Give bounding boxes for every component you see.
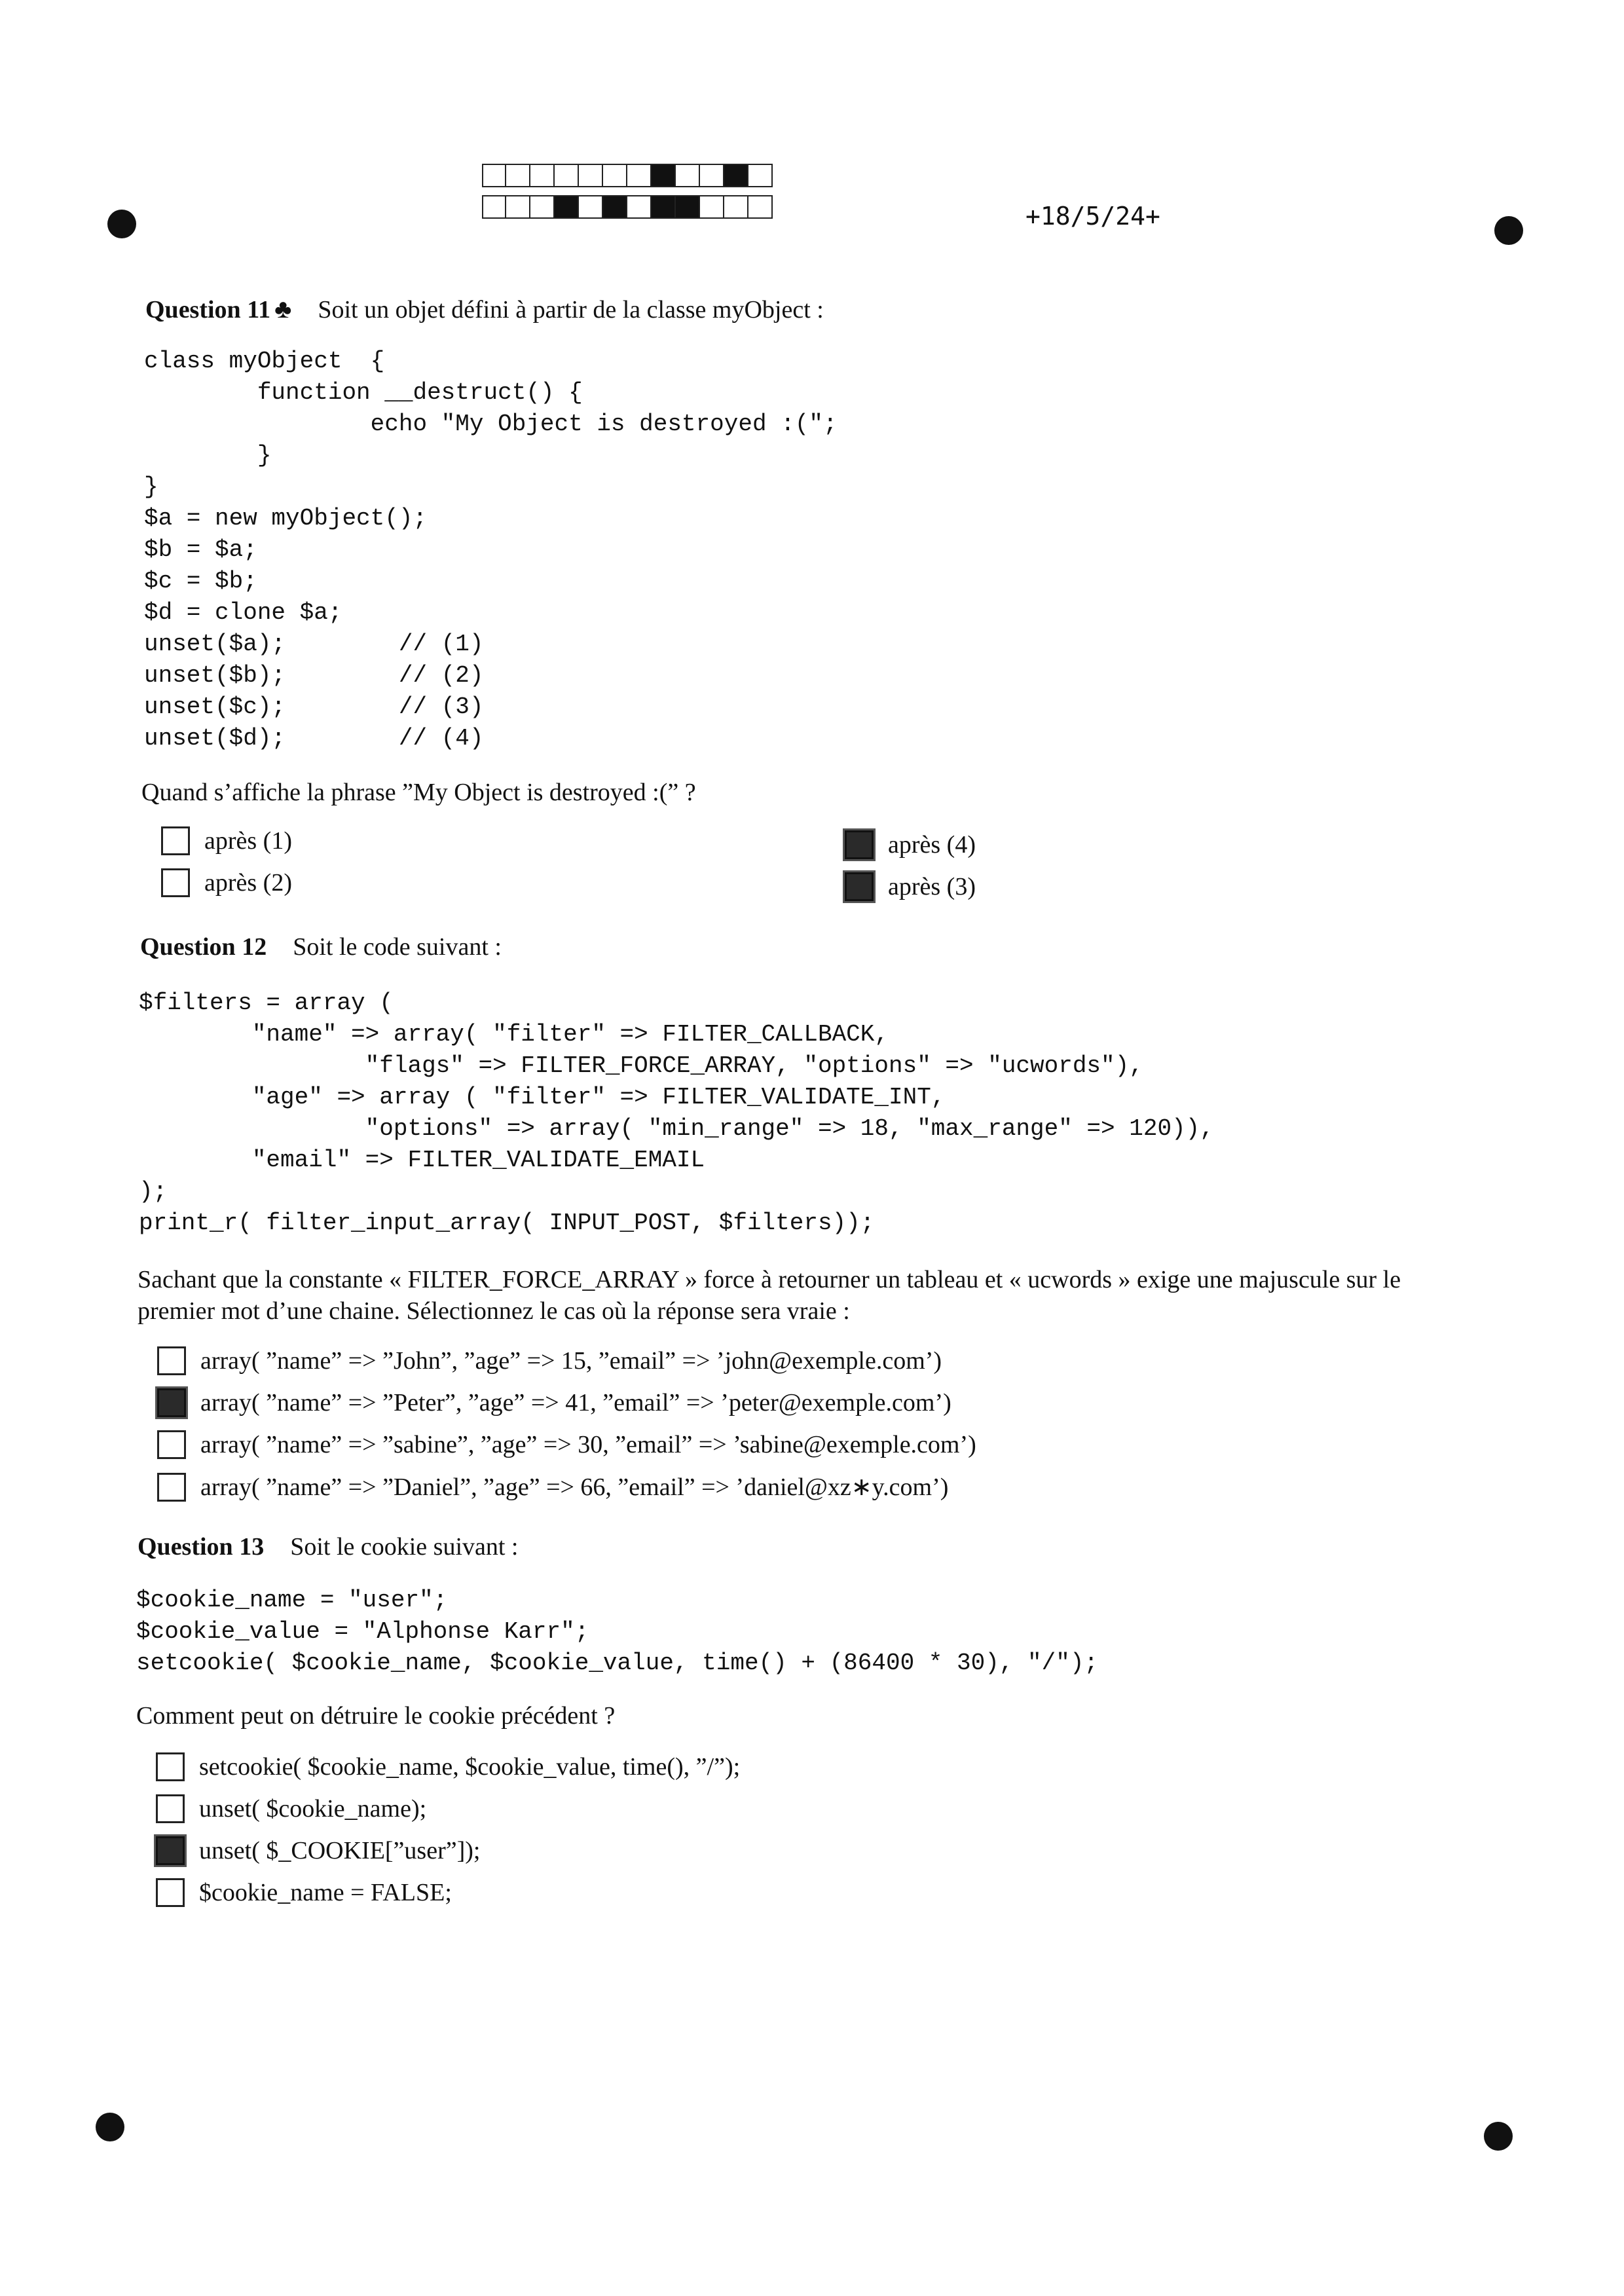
barcode-cell: [603, 164, 627, 187]
checkbox[interactable]: [156, 1836, 185, 1865]
barcode-cell: [530, 195, 555, 219]
barcode-cell: [724, 164, 748, 187]
answer-label: array( ”name” => ”Peter”, ”age” => 41, ”email” => ’peter@exemple.com’): [200, 1389, 951, 1416]
q12-answer-2[interactable]: [157, 1388, 951, 1417]
club-icon: ♣: [274, 294, 292, 324]
q11-number: Question 11 ♣: [145, 294, 292, 324]
barcode-cell: [652, 195, 676, 219]
q13-answer-4[interactable]: [156, 1878, 452, 1907]
answer-label: après (1): [204, 827, 292, 855]
answer-label: après (4): [888, 831, 976, 859]
q11-answer-2[interactable]: [161, 868, 292, 897]
q11-question: Quand s’affiche la phrase ”My Object is destroyed :(” ?: [141, 779, 696, 806]
barcode-cell: [724, 195, 748, 219]
checkbox[interactable]: [157, 1346, 186, 1375]
answer-label: array( ”name” => ”John”, ”age” => 15, ”email” => ’john@exemple.com’): [200, 1347, 942, 1375]
barcode-row-1: [482, 164, 773, 190]
checkbox[interactable]: [157, 1473, 186, 1502]
barcode-cell: [579, 164, 603, 187]
q11-answer-3[interactable]: [845, 830, 976, 859]
barcode-cell: [555, 195, 579, 219]
checkbox[interactable]: [161, 826, 190, 855]
answer-label: unset( $cookie_name);: [199, 1795, 427, 1823]
checkbox[interactable]: [156, 1878, 185, 1907]
answer-label: unset( $_COOKIE[”user”]);: [199, 1837, 481, 1864]
answer-label: setcookie( $cookie_name, $cookie_value, time(), ”/”);: [199, 1753, 741, 1781]
barcode-row-2: [482, 195, 773, 221]
registration-mark-top-right: [1494, 216, 1523, 245]
registration-mark-bottom-right: [1484, 2122, 1513, 2151]
checkbox[interactable]: [845, 872, 874, 901]
q12-question-line-1: Sachant que la constante « FILTER_FORCE_ARRAY » force à retourner un tableau et « ucwords » exige une majuscule sur le: [138, 1266, 1401, 1293]
checkbox[interactable]: [156, 1752, 185, 1781]
checkbox[interactable]: [157, 1388, 186, 1417]
q12-answer-1[interactable]: [157, 1346, 942, 1375]
q12-answer-4[interactable]: [157, 1472, 948, 1502]
q12-number: Question 12: [140, 933, 267, 961]
barcode-cell: [506, 164, 530, 187]
barcode-cell: [748, 195, 773, 219]
page-barcode: [482, 164, 773, 227]
q12-heading: [140, 933, 502, 961]
q13-answer-2[interactable]: [156, 1794, 426, 1823]
answer-label: $cookie_name = FALSE;: [199, 1879, 452, 1906]
answer-label: array( ”name” => ”sabine”, ”age” => 30, ”email” => ’sabine@exemple.com’): [200, 1431, 976, 1458]
barcode-cell: [579, 195, 603, 219]
q13-answer-3[interactable]: [156, 1836, 480, 1865]
barcode-cell: [627, 164, 652, 187]
barcode-cell: [555, 164, 579, 187]
answer-label: après (2): [204, 869, 292, 897]
barcode-cell: [748, 164, 773, 187]
q13-code: $cookie_name = "user"; $cookie_value = "Alphonse Karr"; setcookie( $cookie_name, $cookie_value, time() + (86400 * 30), "/");: [136, 1587, 1099, 1676]
checkbox[interactable]: [845, 830, 874, 859]
page-id: +18/5/24+: [1025, 202, 1160, 231]
barcode-cell: [676, 164, 700, 187]
barcode-cell: [506, 195, 530, 219]
q13-number: Question 13: [138, 1533, 265, 1561]
barcode-cell: [676, 195, 700, 219]
registration-mark-bottom-left: [96, 2113, 124, 2141]
q12-title: Soit le code suivant :: [293, 933, 502, 961]
barcode-cell: [700, 164, 724, 187]
q13-answer-1[interactable]: [156, 1752, 740, 1781]
barcode-cell: [482, 195, 506, 219]
q11-code: class myObject { function __destruct() { echo "My Object is destroyed :("; } } $a = new myObject(); $b = $a; $c = $b; $d = clone $a; unset($a); // (1) unset($b); // (2) unset($c); // (3) unset($d); // (4): [144, 348, 838, 752]
barcode-cell: [627, 195, 652, 219]
q11-answer-4[interactable]: [845, 872, 976, 901]
checkbox[interactable]: [156, 1794, 185, 1823]
q12-answer-3[interactable]: [157, 1430, 976, 1459]
q13-question: Comment peut on détruire le cookie précédent ?: [136, 1702, 616, 1730]
answer-label: après (3): [888, 873, 976, 900]
checkbox[interactable]: [157, 1430, 186, 1459]
answer-label: array( ”name” => ”Daniel”, ”age” => 66, ”email” => ’daniel@xz∗y.com’): [200, 1473, 949, 1501]
q11-answer-1[interactable]: [161, 826, 292, 855]
registration-mark-top-left: [107, 210, 136, 238]
q11-title: Soit un objet défini à partir de la classe myObject :: [318, 296, 824, 324]
q13-heading: [138, 1532, 519, 1561]
q12-question-line-2: premier mot d’une chaine. Sélectionnez le cas où la réponse sera vraie :: [138, 1297, 850, 1325]
barcode-cell: [603, 195, 627, 219]
barcode-cell: [482, 164, 506, 187]
barcode-cell: [652, 164, 676, 187]
barcode-cell: [530, 164, 555, 187]
barcode-cell: [700, 195, 724, 219]
q13-title: Soit le cookie suivant :: [290, 1533, 519, 1561]
checkbox[interactable]: [161, 868, 190, 897]
q11-heading: [145, 293, 824, 324]
q12-code: $filters = array ( "name" => array( "filter" => FILTER_CALLBACK, "flags" => FILTER_FORCE_ARRAY, "options" => "ucwords"), "age" => array ( "filter" => FILTER_VALIDATE_INT, "options" => array( "min_range" => 18, "max_range" => 120)), "email" => FILTER_VALIDATE_EMAIL ); print_r( filter_input_array( INPUT_POST, $filters));: [139, 990, 1214, 1236]
